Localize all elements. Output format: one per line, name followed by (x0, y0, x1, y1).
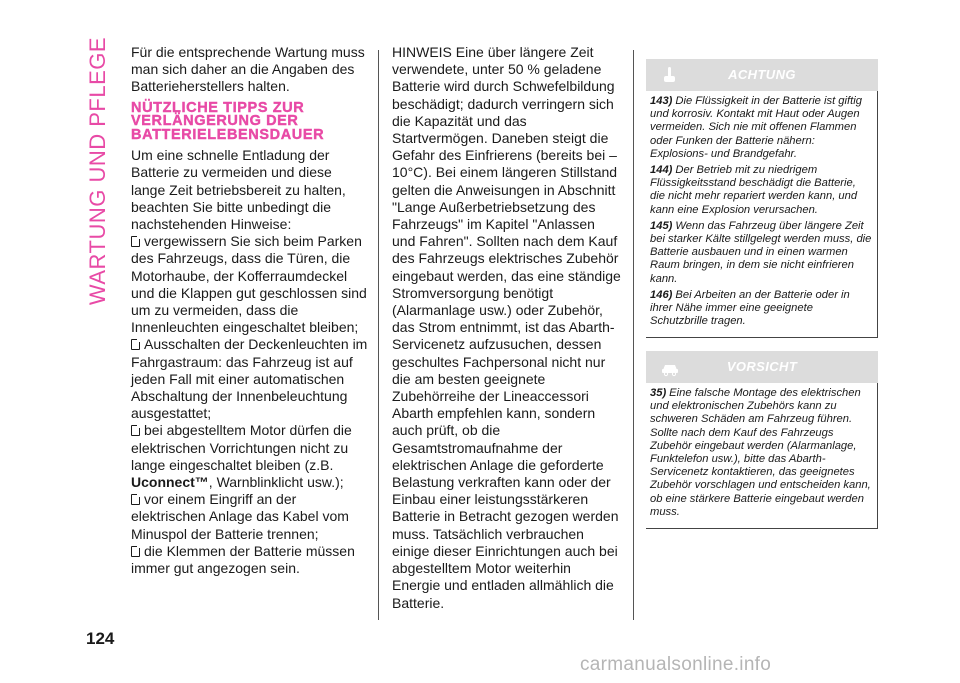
chapter-side-title-text: WARTUNG UND PFLEGE (85, 36, 110, 306)
vorsicht-header (646, 351, 878, 383)
warning-item: 145) Wenn das Fahrzeug über längere Zeit bei starker Kälte stillgelegt werden muss, die Batterie ausbauen und in einen warmen Raum bringen, in dem sie nicht einfrieren kann. (650, 219, 872, 285)
bullet-icon (131, 425, 140, 436)
column-divider (633, 50, 634, 620)
warning-item: 146) Bei Arbeiten an der Batterie oder in ihrer Nähe immer eine geeignete Schutzbrille tragen. (650, 288, 850, 328)
column-left (131, 44, 369, 577)
vorsicht-body (646, 383, 878, 529)
tip-item: vergewissern Sie sich beim Parken des Fahrzeugs, dass die Türen, die Motorhaube, der Kofferraumdeckel und die Klappen gut geschlossen sind um zu vermeiden, dass die Innenleuchten eingeschaltet bleiben; (131, 233, 367, 336)
tip-item: Ausschalten der Deckenleuchten im Fahrgastraum: das Fahrzeug ist auf jeden Fall mit einer automatischen Abschaltung der Innenbeleuchtung ausgestattet; (131, 336, 368, 422)
column-divider (378, 50, 379, 620)
achtung-box (646, 59, 878, 338)
bullet-icon (131, 494, 140, 505)
achtung-title: ACHTUNG (728, 67, 796, 82)
achtung-body (646, 91, 878, 338)
warning-item: 144) Der Betrieb mit zu niedrigem Flüssigkeitsstand beschädigt die Batterie, die nicht mehr repariert werden kann, und kann eine Explosion verursachen. (650, 164, 858, 216)
note-paragraph: HINWEIS Eine über längere Zeit verwendete, unter 50 % geladene Batterie wird durch Schwefelbildung beschädigt; dadurch verringern sich die Kapazität und das Startvermögen. Daneben steigt die Gefahr des Einfrierens (bereits bei –10°C). Bei einem längeren Stillstand gelten die Anweisungen in Abschnitt "Lange Außerbetriebsetzung des Fahrzeugs" im Kapitel "Anlassen und Fahren". Sollten nach dem Kauf des Fahrzeugs elektrisches Zubehör eingebaut werden, das eine ständige Stromversorgung benötigt (Alarmanlage usw.) oder Zubehör, das Strom entnimmt, ist das Abarth-Servicenetz aufzusuchen, dessen geschultes Fachpersonal nicht nur die am besten geeignete Zubehörreihe der Lineaccessori Abarth empfehlen kann, sondern auch prüft, ob die Gesamtstromaufnahme der elektrischen Anlage die geforderte Belastung verkraften kann oder der Einbau einer leistungsstärkeren Batterie in Betracht gezogen werden muss. Tatsächlich verbrauchen einige dieser Einrichtungen auch bei abgestelltem Motor weiterhin Energie und entladen allmählich die Batterie. (392, 44, 621, 611)
intro-paragraph: Für die entsprechende Wartung muss man sich daher an die Angaben des Batterieherstellers halten. (131, 44, 365, 95)
page-number: 124 (86, 629, 115, 648)
chapter-side-title (78, 36, 118, 306)
warning-item: 143) Die Flüssigkeit in der Batterie ist giftig und korrosiv. Kontakt mit Haut oder Augen vermeiden. Sich nie mit offenen Flammen oder Funken der Batterie nähern: Explosions- und Brandgefahr. (650, 95, 862, 160)
tips-intro-paragraph: Um eine schnelle Entladung der Batterie zu vermeiden und diese lange Zeit betriebsbereit zu halten, beachten Sie bitte unbedingt die nachstehenden Hinweise: (131, 147, 346, 232)
vorsicht-title: VORSICHT (726, 359, 798, 374)
bullet-icon (131, 339, 140, 350)
caution-item: 35) Eine falsche Montage des elektrischen und elektronischen Zubehörs kann zu schweren Schäden am Fahrzeug führen. Sollte nach dem Kauf des Fahrzeugs Zubehör eingebaut werden (Alarmanlage, Funktelefon usw.), bitte das Abarth-Servicenetz kontaktieren, das geeignetes Zubehör vorschlagen und entscheiden kann, ob eine stärkere Batterie eingebaut werden muss. (650, 387, 871, 518)
bullet-icon (131, 546, 140, 557)
section-heading: NÜTZLICHE TIPPS ZUR VERLÄNGERUNG DER BATTERIELEBENSDAUER (131, 99, 325, 143)
tip-item: vor einem Eingriff an der elektrischen Anlage das Kabel vom Minuspol der Batterie trennen; (131, 491, 349, 542)
tip-item: bei abgestelltem Motor dürfen die elektrischen Vorrichtungen nicht zu lange eingeschaltet bleiben (z.B. Uconnect™, Warnblinklicht usw.); (131, 422, 352, 490)
column-middle (392, 44, 622, 612)
watermark: carmanualsonline.info (580, 654, 772, 675)
achtung-header (646, 59, 878, 91)
tip-item: die Klemmen der Batterie müssen immer gut angezogen sein. (131, 542, 355, 576)
uconnect-label: Uconnect™ (131, 473, 209, 490)
bullet-icon (131, 236, 140, 247)
vorsicht-box (646, 351, 878, 529)
